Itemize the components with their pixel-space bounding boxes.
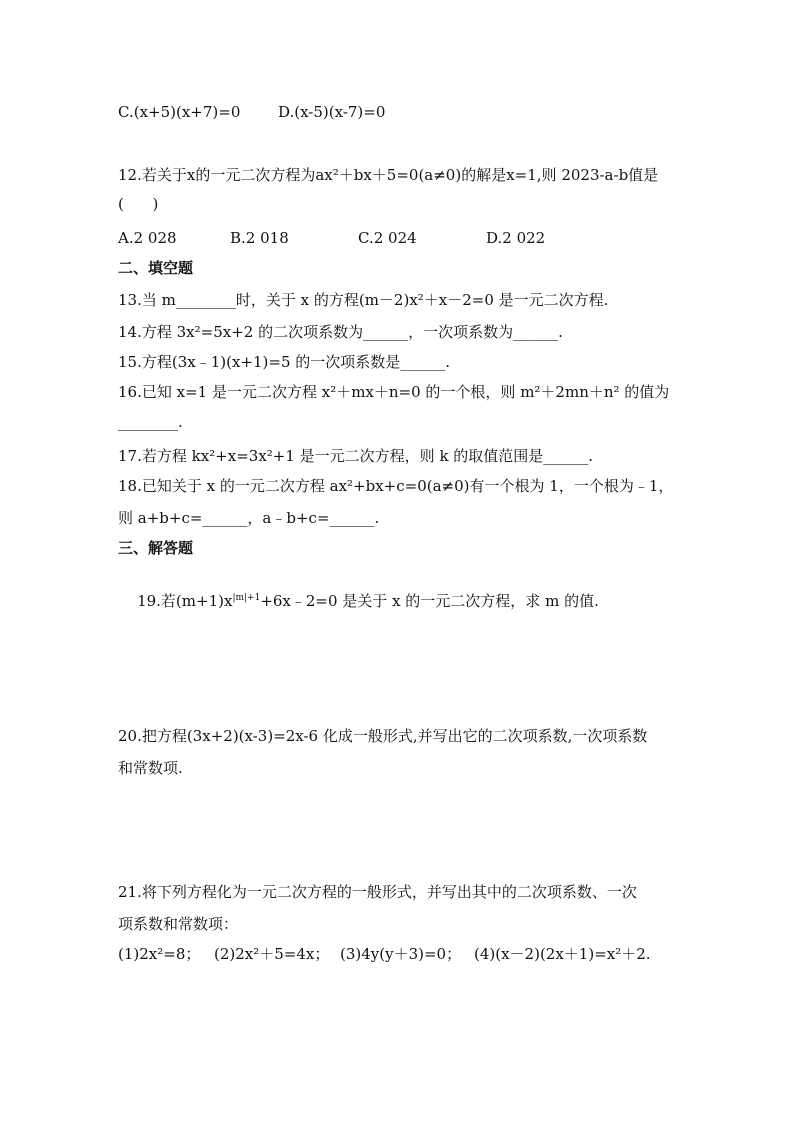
- q12-option-d: D.2 022: [486, 229, 546, 247]
- section-heading-fill-blank: 二、填空题: [118, 259, 194, 277]
- section-heading-answer: 三、解答题: [118, 539, 194, 557]
- q13: 13.当 m________时，关于 x 的方程(m－2)x²＋x－2=0 是一元二次方程.: [118, 291, 609, 309]
- q19-prefix: 19.若(m+1)x: [137, 592, 233, 610]
- q12-option-b: B.2 018: [230, 229, 289, 247]
- q21-line1: 21.将下列方程化为一元二次方程的一般形式，并写出其中的二次项系数、一次: [118, 883, 637, 901]
- q16-line2: ________.: [118, 413, 183, 431]
- q18-line2: 则 a+b+c=______，a﹣b+c=______.: [118, 509, 380, 527]
- q12-stem: 12.若关于x的一元二次方程为ax²＋bx＋5=0(a≠0)的解是x=1,则 2023-a-b值是: [118, 166, 659, 184]
- q20-line2: 和常数项.: [118, 759, 183, 777]
- q19-suffix: +6x﹣2=0 是关于 x 的一元二次方程，求 m 的值.: [260, 592, 599, 610]
- q12-option-c: C.2 024: [358, 229, 417, 247]
- q21-item-2: (2)2x²＋5=4x；: [214, 945, 330, 963]
- q21-item-3: (3)4y(y＋3)=0；: [340, 945, 462, 963]
- q15: 15.方程(3x﹣1)(x+1)=5 的一次项系数是______.: [118, 353, 451, 371]
- q17: 17.若方程 kx²+x=3x²+1 是一元二次方程，则 k 的取值范围是______.: [118, 447, 594, 465]
- q12-answer-paren: ( ): [118, 195, 159, 213]
- q18-line1: 18.已知关于 x 的一元二次方程 ax²+bx+c=0(a≠0)有一个根为 1，一个根为﹣1，: [118, 477, 674, 495]
- q12-option-a: A.2 028: [118, 229, 177, 247]
- q14: 14.方程 3x²=5x+2 的二次项系数为______，一次项系数为______.: [118, 323, 563, 341]
- q21-item-4: (4)(x－2)(2x＋1)=x²＋2.: [474, 945, 651, 963]
- q16-line1: 16.已知 x=1 是一元二次方程 x²＋mx＋n=0 的一个根，则 m²＋2mn＋n² 的值为: [118, 383, 670, 401]
- q21-item-1: (1)2x²=8；: [118, 945, 201, 963]
- q19: [118, 568, 599, 610]
- q11-option-d: D.(x-5)(x-7)=0: [278, 103, 386, 121]
- q21-line2: 项系数和常数项：: [118, 915, 239, 933]
- q20-line1: 20.把方程(3x+2)(x-3)=2x-6 化成一般形式,并写出它的二次项系数,一次项系数: [118, 727, 648, 745]
- q11-option-c: C.(x+5)(x+7)=0: [118, 103, 241, 121]
- q19-exponent: |m|+1: [232, 593, 261, 603]
